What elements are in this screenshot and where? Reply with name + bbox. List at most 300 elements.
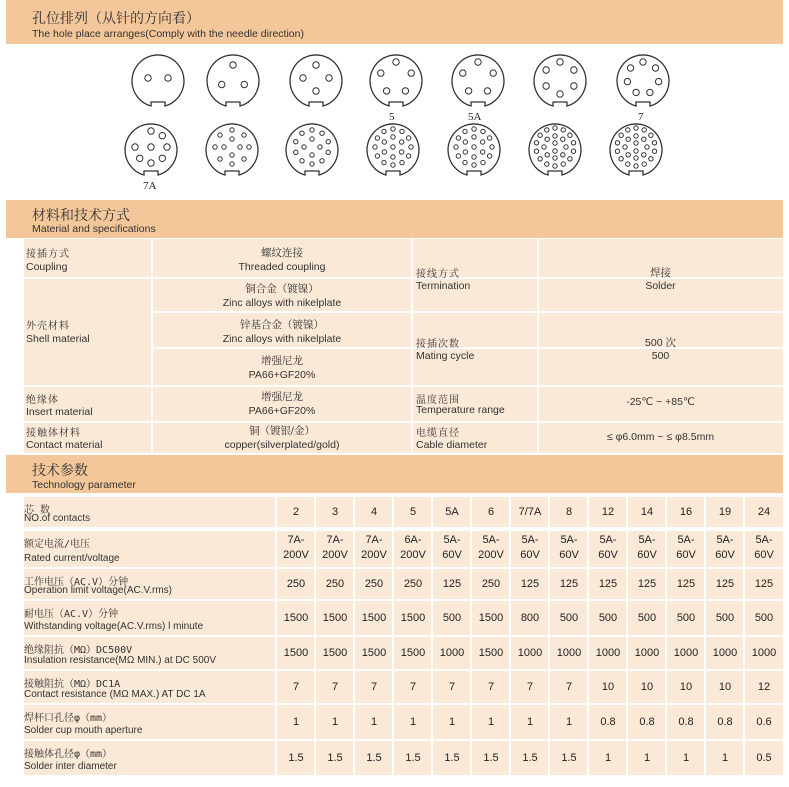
tech-cell: 24	[757, 505, 771, 518]
pin-hole	[382, 140, 386, 144]
contact-value-zh: 铜（镀银/金）	[249, 425, 315, 437]
tech-cell: 1.5	[483, 751, 499, 764]
tech-row	[24, 741, 783, 775]
connector-5-pin	[367, 51, 425, 109]
pin-hole	[230, 137, 234, 141]
pin-hole	[326, 150, 330, 154]
tech-row	[24, 671, 783, 703]
tech-cell: 1500	[361, 646, 387, 659]
tech-row-label	[24, 741, 274, 775]
pin-hole	[383, 88, 389, 94]
tech-cell-current: 5A-	[599, 534, 617, 546]
pin-hole	[465, 88, 471, 94]
section-header-materials	[6, 200, 783, 238]
pin-hole	[538, 157, 542, 161]
pin-hole	[310, 128, 314, 132]
pin-hole	[148, 128, 154, 134]
tech-cell-voltage: 60V	[559, 549, 579, 561]
pin-hole	[561, 137, 565, 141]
connector-14-pin	[283, 120, 341, 178]
tech-row-label-zh: 接触体孔径φ（mm）	[24, 749, 113, 760]
pin-hole	[615, 149, 619, 153]
pin-hole	[164, 144, 170, 150]
tech-cell: 7	[487, 680, 495, 693]
tech-cell: 10	[640, 680, 654, 693]
mating-value: 500	[651, 350, 670, 362]
pin-hole	[148, 144, 154, 150]
tech-cell: 7	[526, 680, 534, 693]
pin-hole	[545, 128, 549, 132]
tech-cell: 1.5	[444, 751, 460, 764]
tech-cell-current: 5A-	[560, 534, 578, 546]
tech-cell-voltage: 60V	[637, 549, 657, 561]
tech-row	[24, 531, 783, 567]
tech-cell: 6	[487, 505, 495, 518]
pin-hole	[463, 160, 467, 164]
shell-value-3-en: PA66+GF20%	[248, 369, 316, 381]
contact-label-zh: 接触体材料	[26, 428, 81, 439]
pin-hole	[165, 75, 171, 81]
shell-value-1-en: Zinc alloys with nikelplate	[222, 297, 342, 309]
pin-hole	[652, 141, 656, 145]
pin-hole	[553, 134, 557, 138]
connector-12-pin	[203, 120, 261, 178]
pin-hole	[634, 156, 638, 160]
connector-2-pin	[129, 51, 187, 109]
tech-cell: 1500	[478, 646, 504, 659]
tech-cell: 1500	[283, 646, 309, 659]
pin-hole	[238, 145, 242, 149]
tech-cell: 1	[643, 751, 651, 764]
pin-hole	[326, 75, 332, 81]
pin-hole	[481, 140, 485, 144]
tech-cell: 500	[715, 611, 735, 624]
row-divider	[152, 347, 411, 349]
pin-hole	[626, 153, 630, 157]
pin-hole	[159, 133, 165, 139]
pin-hole	[633, 89, 639, 95]
termination-value-zh: 焊接	[650, 267, 671, 279]
tech-cell-current: 5A-	[443, 534, 461, 546]
termination-label-en: Termination	[416, 280, 471, 292]
coupling-label-zh: 接插方式	[26, 249, 70, 260]
pin-hole	[148, 160, 154, 166]
connector-outline	[370, 55, 422, 106]
shell-label-en: Shell material	[26, 333, 90, 345]
pin-hole	[313, 88, 319, 94]
coupling-label-en: Coupling	[26, 261, 68, 273]
tech-cell: 1	[604, 751, 612, 764]
pin-hole	[652, 65, 658, 71]
pin-hole	[326, 140, 330, 144]
connector-label-c7: 7	[638, 111, 644, 123]
tech-cell: 1500	[322, 611, 348, 624]
pin-hole	[624, 78, 630, 84]
section-title-en: Material and specifications	[32, 223, 156, 235]
pin-hole	[230, 153, 234, 157]
tech-cell: 500	[559, 611, 579, 624]
pin-hole	[300, 75, 306, 81]
pin-hole	[557, 91, 563, 97]
tech-cell: 7/7A	[518, 505, 542, 518]
pin-hole	[487, 136, 491, 140]
pin-hole	[553, 149, 557, 153]
tech-cell: 1000	[556, 646, 582, 659]
pin-hole	[571, 67, 577, 73]
tech-cell: 7	[331, 680, 339, 693]
termination-value-en: Solder	[645, 280, 676, 292]
row-divider	[412, 311, 783, 313]
connector-outline	[452, 55, 504, 106]
tech-cell: 1500	[283, 611, 309, 624]
pin-hole	[545, 137, 549, 141]
pin-hole	[310, 153, 314, 157]
pin-hole	[557, 59, 563, 65]
pin-hole	[472, 135, 476, 139]
tech-cell: 1	[448, 715, 456, 728]
tech-cell: 1000	[712, 646, 738, 659]
pin-hole	[634, 149, 638, 153]
tech-cell-current: 5A-	[521, 534, 539, 546]
tech-row-label-zh: 耐电压（AC.V）分钟	[24, 609, 119, 620]
connector-16-pin	[364, 120, 422, 178]
tech-row-label-zh: 绝缘阻抗（MΩ）DC500V	[24, 645, 133, 656]
tech-cell: 1500	[361, 611, 387, 624]
pin-hole	[647, 89, 653, 95]
tech-cell: 1.5	[366, 751, 382, 764]
pin-hole	[481, 129, 485, 133]
pin-hole	[538, 133, 542, 137]
pin-hole	[375, 136, 379, 140]
pin-hole	[460, 70, 466, 76]
pin-hole	[561, 153, 565, 157]
connector-outline	[206, 124, 258, 175]
tech-cell: 800	[520, 611, 540, 624]
pin-hole	[456, 154, 460, 158]
pin-hole	[310, 162, 314, 166]
pin-hole	[561, 162, 565, 166]
tech-row	[24, 705, 783, 739]
pin-hole	[408, 70, 414, 76]
pin-hole	[627, 65, 633, 71]
tech-cell: 1	[292, 715, 300, 728]
tech-row	[24, 601, 783, 635]
pin-hole	[402, 88, 408, 94]
pin-hole	[382, 150, 386, 154]
row-divider	[152, 311, 411, 313]
insert-value-en: PA66+GF20%	[248, 405, 316, 417]
shell-value-3-zh: 增强尼龙	[261, 355, 303, 367]
section-title-en: Technology parameter	[32, 479, 136, 491]
connector-outline	[290, 55, 342, 106]
tech-cell-voltage: 60V	[754, 549, 774, 561]
connector-outline	[286, 124, 338, 175]
tech-cell: 1	[409, 715, 417, 728]
pin-hole	[542, 145, 546, 149]
pin-hole	[543, 67, 549, 73]
pin-hole	[378, 70, 384, 76]
tech-row	[24, 569, 783, 599]
tech-row-label-en: Solder cup mouth aperture	[24, 725, 143, 736]
tech-cell: 1500	[322, 646, 348, 659]
tech-cell: 19	[718, 505, 732, 518]
tech-cell: 500	[754, 611, 774, 624]
coupling-value-zh: 螺纹连接	[261, 247, 303, 259]
tech-cell: 1.5	[561, 751, 577, 764]
pin-hole	[302, 145, 306, 149]
tech-cell: 1.5	[327, 751, 343, 764]
tech-row-label-en: Insulation resistance(MΩ MIN.) at DC 500V	[24, 655, 216, 666]
tech-row-label-en: Rated current/voltage	[24, 553, 120, 564]
tech-cell: 7	[565, 680, 573, 693]
tech-cell: 8	[565, 505, 573, 518]
mating-label-en: Mating cycle	[416, 350, 475, 362]
pin-hole	[642, 137, 646, 141]
pin-hole	[626, 162, 630, 166]
pin-hole	[484, 88, 490, 94]
mating-value-zh: 500 次	[645, 337, 676, 349]
pin-hole	[642, 153, 646, 157]
pin-hole	[375, 154, 379, 158]
pin-hole	[382, 160, 386, 164]
tech-row-label-en: Solder inter diameter	[24, 761, 117, 772]
connector-7-pin	[614, 51, 672, 109]
tech-cell: 12	[757, 680, 771, 693]
tech-cell: 10	[718, 680, 732, 693]
tech-row-label-zh: 芯 数	[24, 505, 51, 516]
tech-cell-voltage: 200V	[361, 549, 387, 561]
pin-hole	[230, 62, 236, 68]
tech-cell: 14	[640, 505, 654, 518]
tech-cell: 0.8	[600, 715, 616, 728]
tech-cell: 125	[754, 577, 774, 590]
pin-hole	[373, 145, 377, 149]
tech-cell: 125	[559, 577, 579, 590]
pin-hole	[615, 141, 619, 145]
section-title-zh: 孔位排列（从针的方向看）	[32, 10, 200, 26]
pin-hole	[159, 155, 165, 161]
tech-row-label	[24, 531, 274, 567]
tech-cell: 16	[679, 505, 693, 518]
tech-cell-voltage: 60V	[442, 549, 462, 561]
pin-hole	[623, 145, 627, 149]
tech-cell: 1000	[595, 646, 621, 659]
tech-row-label	[24, 569, 274, 599]
tech-cell: 125	[520, 577, 540, 590]
tech-cell-current: 5A-	[755, 534, 773, 546]
section-header-hole-arrangement	[6, 0, 783, 44]
pin-hole	[242, 157, 246, 161]
tech-cell: 500	[637, 611, 657, 624]
tech-cell: 125	[676, 577, 696, 590]
pin-hole	[472, 163, 476, 167]
pin-hole	[310, 137, 314, 141]
tech-cell: 500	[598, 611, 618, 624]
pin-hole	[213, 145, 217, 149]
insert-label-en: Insert material	[26, 406, 93, 418]
shell-value-2-zh: 锌基合金（镀镍）	[240, 319, 324, 331]
contact-value-en: copper(silverplated/gold)	[224, 439, 340, 451]
pin-hole	[534, 149, 538, 153]
pin-hole	[642, 128, 646, 132]
tech-cell: 1000	[517, 646, 543, 659]
tech-cell: 7	[448, 680, 456, 693]
pin-hole	[294, 150, 298, 154]
insert-label-zh: 绝缘体	[26, 395, 59, 406]
tech-cell-current: 5A-	[482, 534, 500, 546]
tech-cell: 1000	[634, 646, 660, 659]
pin-hole	[391, 127, 395, 131]
pin-hole	[553, 141, 557, 145]
pin-hole	[472, 155, 476, 159]
section-header-technology	[6, 455, 783, 493]
pin-hole	[463, 140, 467, 144]
tech-cell: 1.5	[288, 751, 304, 764]
pin-hole	[634, 134, 638, 138]
tech-cell-voltage: 60V	[598, 549, 618, 561]
pin-hole	[481, 160, 485, 164]
pin-hole	[400, 129, 404, 133]
tech-cell: 1500	[400, 646, 426, 659]
pin-hole	[553, 164, 557, 168]
pin-hole	[490, 70, 496, 76]
tech-cell: 250	[325, 577, 345, 590]
pin-hole	[456, 136, 460, 140]
pin-hole	[645, 145, 649, 149]
pin-hole	[242, 133, 246, 137]
tech-row-label	[24, 671, 274, 703]
tech-row-label-en: NO.of contacts	[24, 513, 91, 524]
tech-cell: 250	[286, 577, 306, 590]
shell-value-2-en: Zinc alloys with nikelplate	[222, 333, 342, 345]
tech-cell: 250	[403, 577, 423, 590]
tech-cell-current: 5A-	[638, 534, 656, 546]
pin-hole	[626, 137, 630, 141]
pin-hole	[391, 163, 395, 167]
pin-hole	[230, 128, 234, 132]
tech-cell: 0.8	[678, 715, 694, 728]
pin-hole	[472, 145, 476, 149]
pin-hole	[472, 127, 476, 131]
connector-label-c7a: 7A	[143, 180, 157, 192]
pin-hole	[553, 156, 557, 160]
insert-value-zh: 增强尼龙	[261, 391, 303, 403]
tech-cell: 250	[481, 577, 501, 590]
connector-8-pin	[122, 120, 180, 178]
pin-hole	[294, 140, 298, 144]
pin-hole	[218, 133, 222, 137]
tech-row-label-en: Withstanding voltage(AC.V.rms) l minute	[24, 621, 204, 632]
tech-cell: 500	[442, 611, 462, 624]
pin-hole	[241, 81, 247, 87]
tech-cell: 1	[682, 751, 690, 764]
tech-cell: 125	[637, 577, 657, 590]
tech-cell-current: 6A-	[404, 534, 422, 546]
tech-cell: 1	[526, 715, 534, 728]
pin-hole	[634, 164, 638, 168]
pin-hole	[300, 159, 304, 163]
tech-cell-current: 5A-	[677, 534, 695, 546]
tech-cell: 1	[721, 751, 729, 764]
pin-hole	[219, 81, 225, 87]
tech-cell: 0.8	[717, 715, 733, 728]
pin-hole	[649, 133, 653, 137]
mating-label-zh: 接插次数	[416, 339, 460, 350]
tech-row-label-zh: 额定电流/电压	[24, 539, 91, 550]
tech-row-label-en: Operation limit voltage(AC.V.rms)	[24, 585, 173, 596]
pin-hole	[391, 145, 395, 149]
tech-row	[24, 497, 783, 527]
tech-row-label-zh: 接触阻抗（MΩ）DC1A	[24, 679, 121, 690]
tech-row	[24, 637, 783, 669]
cable-value: ≤ φ6.0mm ~ ≤ φ8.5mm	[606, 431, 715, 443]
tech-cell: 5A	[445, 505, 459, 518]
connector-19-pin	[445, 120, 503, 178]
tech-cell: 12	[601, 505, 615, 518]
tech-row-label	[24, 705, 274, 739]
tech-cell: 1	[370, 715, 378, 728]
tech-row-label	[24, 601, 274, 635]
pin-hole	[564, 145, 568, 149]
pin-hole	[543, 83, 549, 89]
pin-hole	[634, 141, 638, 145]
tech-cell: 10	[679, 680, 693, 693]
pin-hole	[382, 129, 386, 133]
tech-cell: 5	[409, 505, 417, 518]
pin-hole	[626, 128, 630, 132]
tech-cell: 7	[292, 680, 300, 693]
coupling-value-en: Threaded coupling	[238, 261, 326, 273]
tech-cell-voltage: 200V	[400, 549, 426, 561]
pin-hole	[655, 78, 661, 84]
pin-hole	[652, 149, 656, 153]
tech-row-label-zh: 工作电压（AC.V）分钟	[24, 577, 129, 588]
pin-hole	[145, 75, 151, 81]
pin-hole	[571, 83, 577, 89]
tech-cell-current: 5A-	[716, 534, 734, 546]
pin-hole	[463, 150, 467, 154]
tech-cell-voltage: 200V	[283, 549, 309, 561]
pin-hole	[391, 135, 395, 139]
pin-hole	[568, 157, 572, 161]
tech-cell-voltage: 60V	[676, 549, 696, 561]
pin-hole	[391, 155, 395, 159]
temperature-value: -25℃ ~ +85℃	[626, 396, 695, 408]
tech-cell: 1500	[400, 611, 426, 624]
pin-hole	[320, 159, 324, 163]
pin-hole	[318, 145, 322, 149]
connector-6-pin	[531, 51, 589, 109]
pin-hole	[222, 145, 226, 149]
pin-hole	[406, 136, 410, 140]
connector-outline	[207, 55, 259, 106]
tech-cell: 10	[601, 680, 615, 693]
tech-cell: 1500	[478, 611, 504, 624]
pin-hole	[640, 59, 646, 65]
tech-cell: 250	[364, 577, 384, 590]
cable-label-en: Cable diameter	[416, 439, 488, 451]
pin-hole	[454, 145, 458, 149]
section-title-en: The hole place arranges(Comply with the needle direction)	[32, 28, 304, 40]
pin-hole	[619, 133, 623, 137]
tech-cell-current: 7A-	[365, 534, 383, 546]
pin-hole	[400, 140, 404, 144]
section-title-zh: 材料和技术方式	[32, 207, 130, 223]
tech-cell: 0.8	[639, 715, 655, 728]
tech-cell: 3	[331, 505, 339, 518]
pin-hole	[481, 150, 485, 154]
tech-row-label	[24, 497, 274, 527]
